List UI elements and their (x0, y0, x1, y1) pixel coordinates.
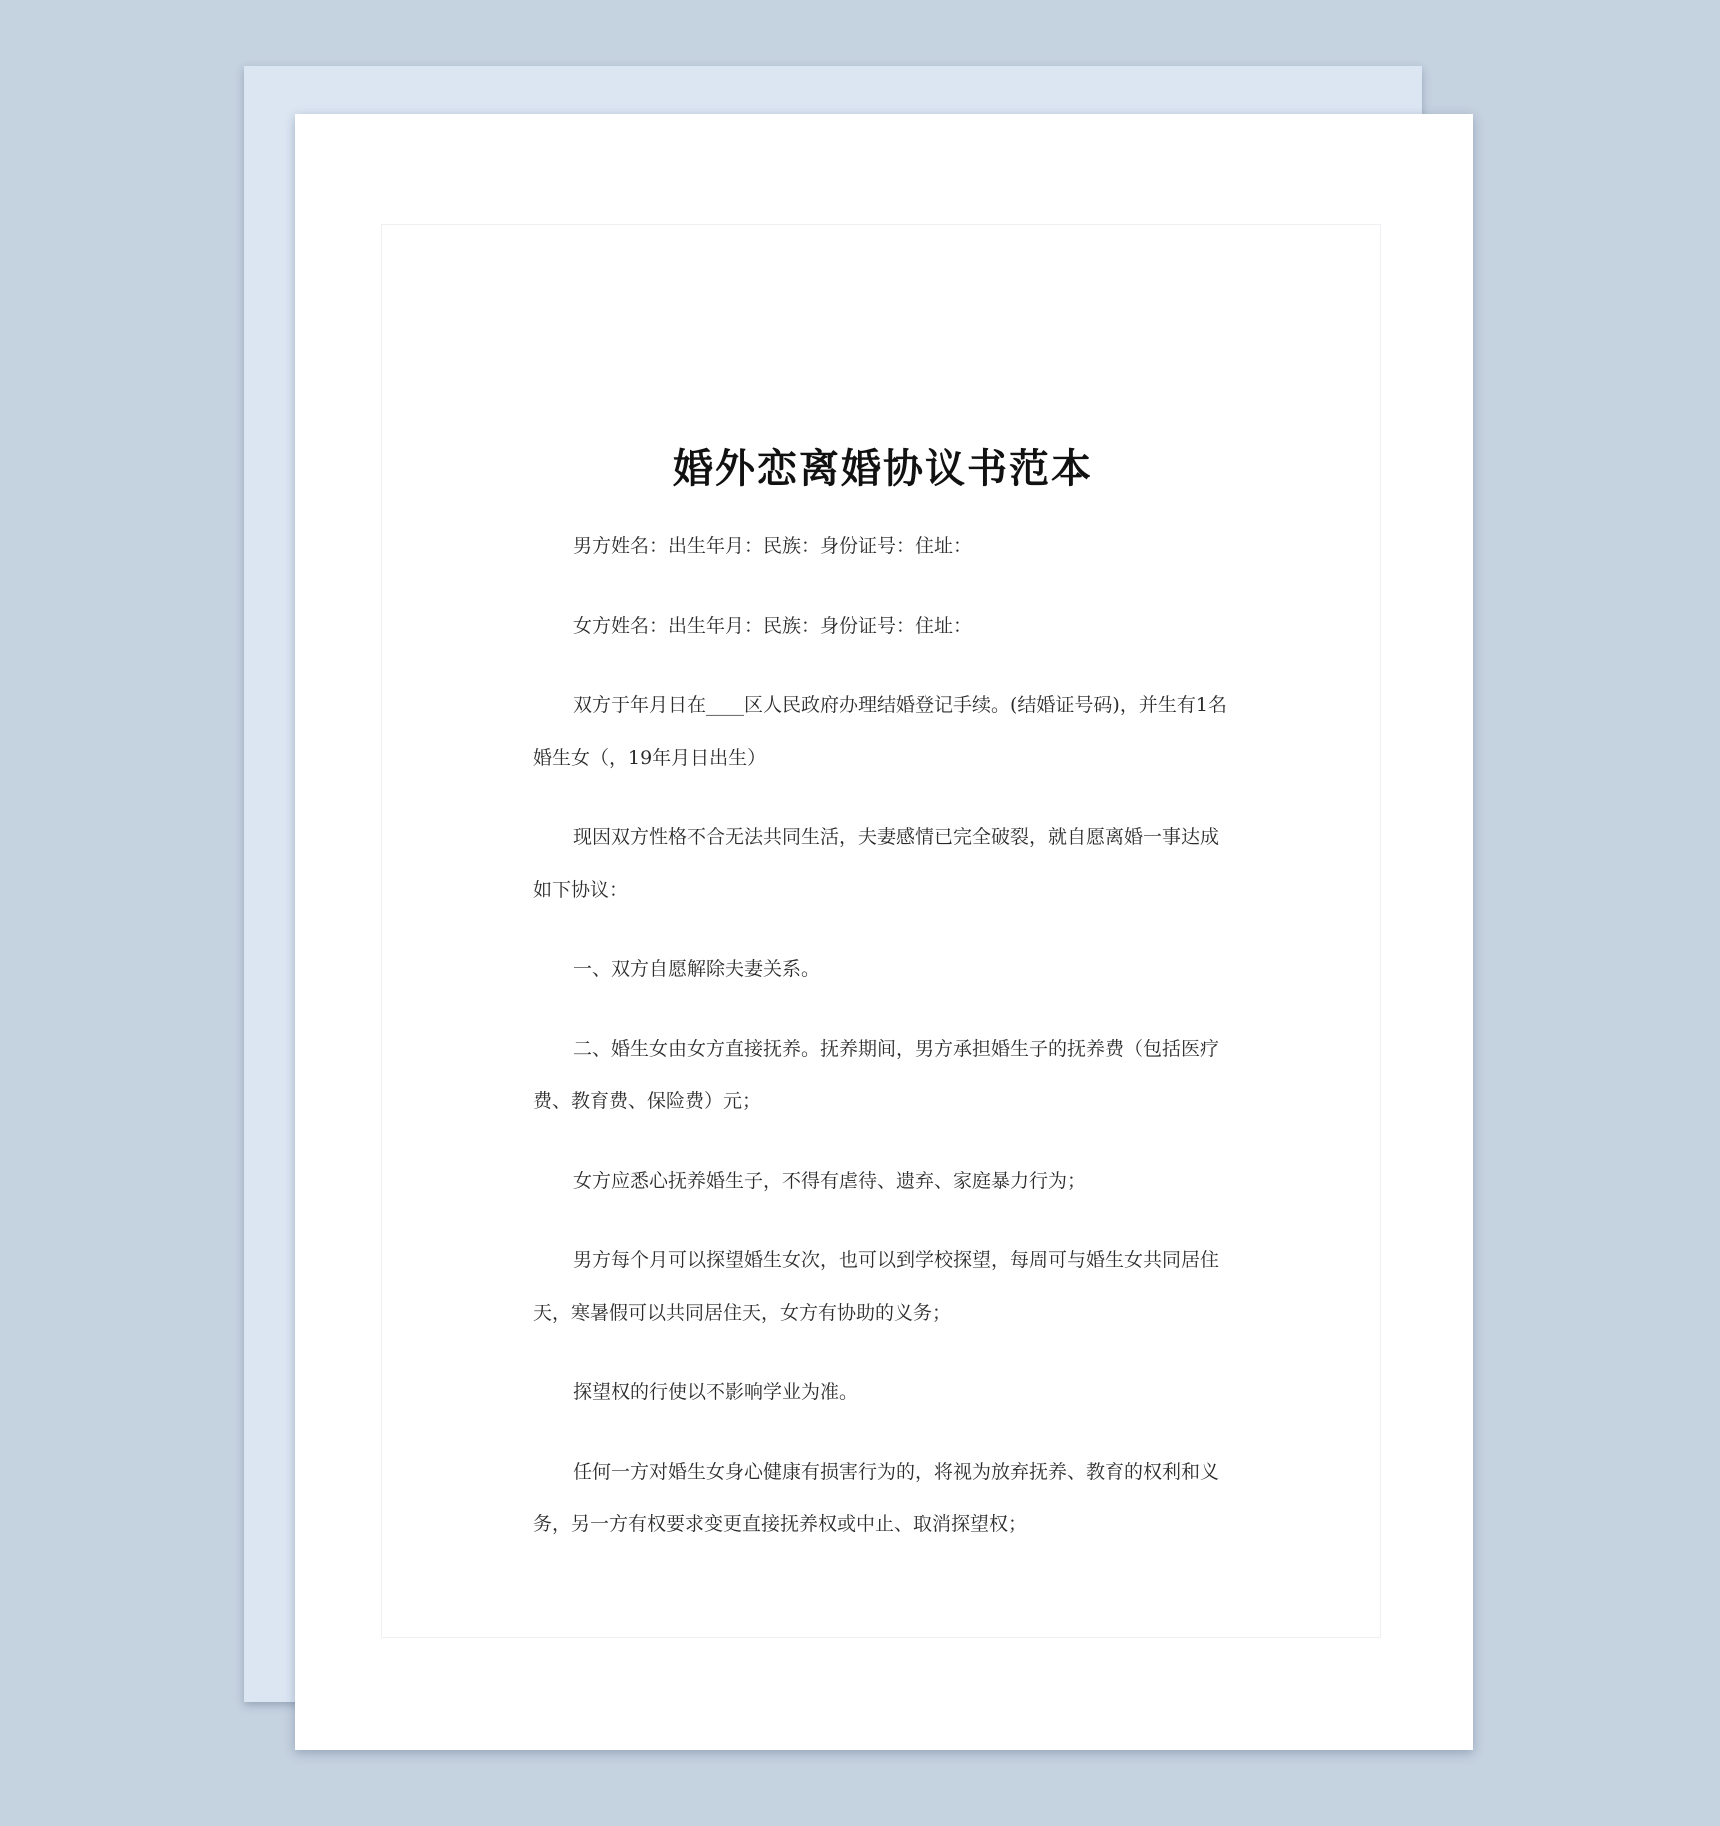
paragraph-clause-1: 一、双方自愿解除夫妻关系。 (573, 958, 821, 980)
front-paper-sheet (295, 114, 1473, 1750)
paragraph-visitation-limit: 探望权的行使以不影响学业为准。 (573, 1381, 859, 1403)
document-title: 婚外恋离婚协议书范本 (673, 445, 1093, 492)
paragraph-male-info: 男方姓名：出生年月：民族：身份证号：住址： (573, 535, 973, 557)
document-body (533, 438, 1233, 1578)
paragraph-visitation: 男方每个月可以探望婚生女次，也可以到学校探望，每周可与婚生女共同居住天，寒暑假可以共同居住天，女方有协助的义务； (533, 1249, 1220, 1324)
paragraph-reason: 现因双方性格不合无法共同生活，夫妻感情已完全破裂，就自愿离婚一事达成如下协议： (533, 826, 1220, 901)
paragraph-female-info: 女方姓名：出生年月：民族：身份证号：住址： (573, 614, 973, 637)
paragraph-care-duty: 女方应悉心抚养婚生子，不得有虐待、遗弃、家庭暴力行为； (573, 1169, 1087, 1192)
paragraph-marriage-registration: 双方于年月日在____区人民政府办理结婚登记手续。(结婚证号码)，并生有1名婚生女（，19年月日出生） (533, 694, 1227, 769)
paragraph-custody-change: 任何一方对婚生女身心健康有损害行为的，将视为放弃抚养、教育的权利和义务，另一方有权要求变更直接抚养权或中止、取消探望权； (533, 1460, 1220, 1535)
paragraph-clause-2: 二、婚生女由女方直接抚养。抚养期间，男方承担婚生子的抚养费（包括医疗费、教育费、保险费）元； (533, 1037, 1220, 1112)
